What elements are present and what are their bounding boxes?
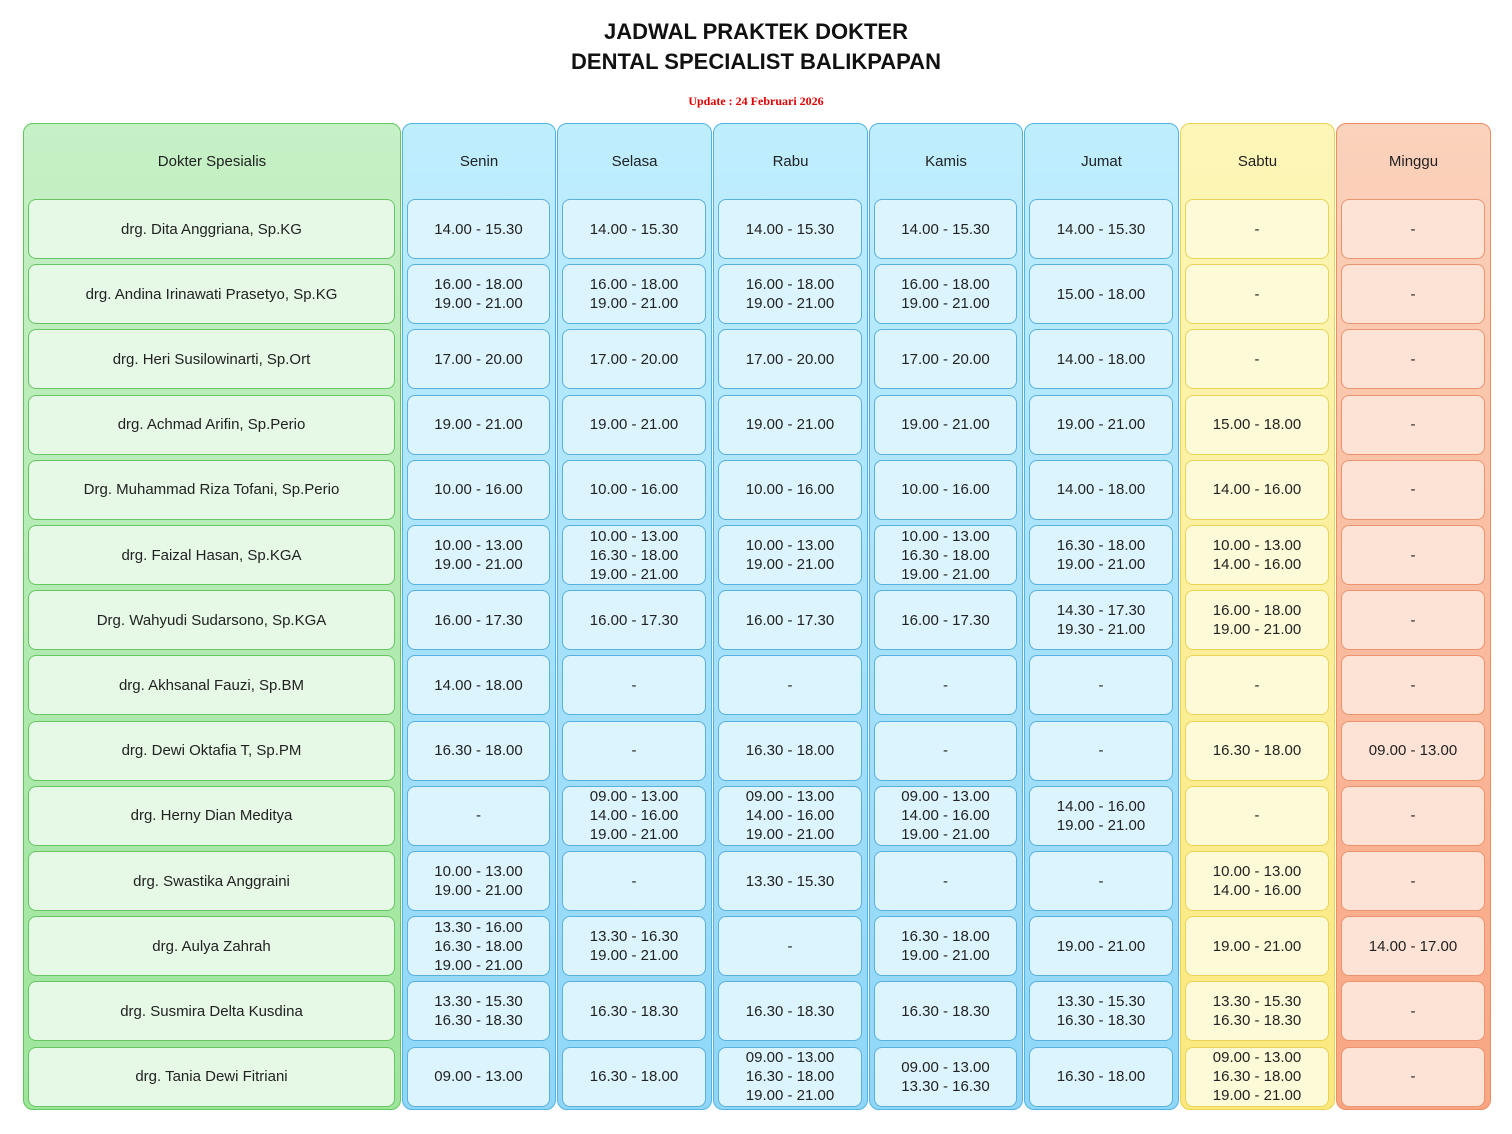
column-jumat: [1024, 123, 1179, 1110]
time-slot: -: [1410, 1068, 1416, 1086]
time-slot: 19.00 - 21.00: [589, 416, 679, 434]
schedule-cell-selasa: [562, 525, 706, 585]
time-slot: 19.00 - 21.00: [1056, 416, 1146, 434]
time-slot: 14.00 - 16.00: [901, 807, 990, 825]
time-slot: 14.00 - 18.00: [434, 676, 523, 694]
doctor-name: drg. Dewi Oktafia T, Sp.PM: [121, 742, 302, 760]
time-slot: 19.00 - 21.00: [745, 295, 835, 313]
schedule-cell-senin: [407, 590, 550, 650]
schedule-cell-selasa: [562, 590, 706, 650]
time-slot: 09.00 - 13.00: [589, 788, 679, 806]
schedule-cell-kamis: [874, 264, 1017, 324]
schedule-cell-sabtu: [1185, 655, 1329, 715]
time-slot: 19.00 - 21.00: [1056, 556, 1146, 573]
time-slot: 19.00 - 21.00: [745, 1087, 835, 1105]
schedule-cell-jumat: [1029, 786, 1173, 846]
schedule-cell-selasa: [562, 916, 706, 976]
column-header-jumat: Jumat: [1081, 152, 1122, 170]
schedule-cell-rabu: [718, 916, 862, 976]
time-slot: 19.00 - 21.00: [1212, 621, 1302, 639]
time-slot: 09.00 - 13.00: [1212, 1049, 1302, 1067]
doctor-name: drg. Akhsanal Fauzi, Sp.BM: [118, 676, 305, 694]
time-slot: -: [631, 742, 637, 760]
time-slot: 19.00 - 21.00: [745, 556, 835, 573]
time-slot: 16.30 - 18.30: [745, 1002, 835, 1020]
schedule-cell-minggu: [1341, 590, 1485, 650]
page-subtitle: DENTAL SPECIALIST BALIKPAPAN: [571, 49, 941, 74]
update-date: Update : 24 Februari 2026: [688, 94, 824, 108]
column-header-sabtu: Sabtu: [1237, 152, 1278, 170]
schedule-cell-rabu: [718, 264, 862, 324]
time-slot: 16.00 - 18.00: [745, 276, 835, 294]
schedule-cell-sabtu: [1185, 1047, 1329, 1107]
time-slot: 16.30 - 18.00: [434, 742, 523, 760]
schedule-cell-kamis: [874, 721, 1017, 781]
time-slot: 09.00 - 13.00: [745, 1049, 835, 1067]
time-slot: -: [631, 872, 637, 890]
time-slot: 13.30 - 15.30: [1056, 993, 1146, 1011]
schedule-cell-selasa: [562, 655, 706, 715]
time-slot: 19.00 - 21.00: [434, 556, 523, 573]
schedule-cell-minggu: [1341, 916, 1485, 976]
doctor-name: drg. Aulya Zahrah: [152, 937, 271, 955]
column-header-dokter-spesialis: Dokter Spesialis: [157, 152, 267, 170]
schedule-cell-sabtu: [1185, 525, 1329, 585]
column-selasa: [557, 123, 712, 1110]
time-slot: -: [1410, 481, 1416, 499]
schedule-cell-jumat: [1029, 525, 1173, 585]
time-slot: 10.00 - 16.00: [745, 481, 835, 499]
time-slot: -: [1098, 872, 1104, 890]
time-slot: 09.00 - 13.00: [901, 1058, 990, 1076]
schedule-cell-senin: [407, 721, 550, 781]
schedule-cell-senin: [407, 851, 550, 911]
schedule-cell-rabu: [718, 329, 862, 389]
time-slot: 19.30 - 21.00: [1056, 621, 1146, 639]
schedule-cell-selasa: [562, 981, 706, 1041]
time-slot: 16.30 - 18.00: [1212, 742, 1302, 760]
time-slot: 09.00 - 13.00: [901, 788, 990, 806]
time-slot: 16.30 - 18.00: [745, 1068, 835, 1086]
doctor-name: Drg. Wahyudi Sudarsono, Sp.KGA: [96, 611, 327, 629]
column-minggu: [1336, 123, 1491, 1110]
time-slot: 19.00 - 21.00: [1056, 816, 1146, 834]
time-slot: 14.00 - 16.00: [589, 807, 679, 825]
time-slot: -: [1098, 742, 1104, 760]
schedule-cell-senin: [407, 329, 550, 389]
time-slot: -: [1410, 676, 1416, 694]
doctor-name-cell: [28, 460, 395, 520]
time-slot: 14.00 - 16.00: [745, 807, 835, 825]
doctor-name: drg. Susmira Delta Kusdina: [120, 1002, 303, 1020]
doctor-name-cell: [28, 786, 395, 846]
schedule-cell-kamis: [874, 981, 1017, 1041]
schedule-cell-senin: [407, 1047, 550, 1107]
time-slot: 14.00 - 18.00: [1056, 350, 1146, 368]
time-slot: -: [1410, 416, 1416, 434]
doctor-name-cell: [28, 199, 395, 259]
time-slot: 19.00 - 21.00: [1056, 937, 1146, 955]
time-slot: -: [787, 676, 793, 694]
time-slot: 10.00 - 13.00: [745, 537, 835, 554]
time-slot: 19.00 - 21.00: [589, 826, 679, 844]
time-slot: 16.00 - 17.30: [901, 611, 990, 629]
time-slot: 14.00 - 16.00: [1212, 882, 1302, 899]
time-slot: 14.00 - 15.30: [901, 220, 990, 238]
time-slot: -: [943, 676, 948, 694]
time-slot: -: [1410, 285, 1416, 303]
time-slot: -: [1410, 807, 1416, 825]
time-slot: 19.00 - 21.00: [1212, 937, 1302, 955]
schedule-cell-kamis: [874, 199, 1017, 259]
schedule-cell-jumat: [1029, 851, 1173, 911]
time-slot: 16.00 - 18.00: [589, 276, 679, 294]
time-slot: 16.30 - 18.30: [901, 1002, 990, 1020]
time-slot: 19.00 - 21.00: [434, 295, 523, 313]
time-slot: -: [1410, 220, 1416, 238]
time-slot: 19.00 - 21.00: [901, 565, 990, 583]
doctor-name: drg. Dita Anggriana, Sp.KG: [121, 220, 302, 238]
time-slot: 13.30 - 15.30: [1212, 993, 1302, 1011]
schedule-cell-minggu: [1341, 329, 1485, 389]
time-slot: 16.00 - 17.30: [434, 611, 523, 629]
schedule-cell-sabtu: [1185, 199, 1329, 259]
time-slot: 10.00 - 13.00: [901, 527, 990, 545]
time-slot: 19.00 - 21.00: [589, 565, 679, 583]
page-title: JADWAL PRAKTEK DOKTER: [604, 19, 908, 44]
schedule-cell-jumat: [1029, 1047, 1173, 1107]
schedule-cell-rabu: [718, 721, 862, 781]
doctor-name-cell: [28, 916, 395, 976]
time-slot: -: [631, 676, 637, 694]
doctor-name: drg. Herny Dian Meditya: [130, 807, 293, 825]
time-slot: -: [943, 742, 948, 760]
schedule-cell-minggu: [1341, 264, 1485, 324]
time-slot: 16.30 - 18.00: [589, 1068, 679, 1086]
time-slot: 14.00 - 16.00: [1056, 797, 1146, 815]
schedule-cell-kamis: [874, 590, 1017, 650]
time-slot: 13.30 - 16.30: [901, 1077, 990, 1095]
schedule-cell-senin: [407, 395, 550, 455]
schedule-cell-jumat: [1029, 981, 1173, 1041]
time-slot: 13.30 - 15.30: [434, 993, 523, 1011]
time-slot: 10.00 - 13.00: [1212, 863, 1302, 880]
schedule-cell-sabtu: [1185, 786, 1329, 846]
time-slot: 16.30 - 18.00: [745, 742, 835, 760]
time-slot: 19.00 - 21.00: [434, 882, 523, 899]
time-slot: -: [476, 807, 481, 825]
schedule-cell-minggu: [1341, 395, 1485, 455]
time-slot: 16.30 - 18.30: [589, 1002, 679, 1020]
doctor-name-cell: [28, 590, 395, 650]
doctor-name-cell: [28, 1047, 395, 1107]
doctor-name: drg. Tania Dewi Fitriani: [135, 1068, 288, 1086]
doctor-name: Drg. Muhammad Riza Tofani, Sp.Perio: [83, 481, 340, 499]
schedule-cell-rabu: [718, 525, 862, 585]
schedule-cell-jumat: [1029, 395, 1173, 455]
schedule-cell-kamis: [874, 786, 1017, 846]
schedule-cell-selasa: [562, 851, 706, 911]
column-sabtu: [1180, 123, 1335, 1110]
schedule-cell-selasa: [562, 395, 706, 455]
schedule-cell-sabtu: [1185, 916, 1329, 976]
schedule-cell-jumat: [1029, 264, 1173, 324]
time-slot: 10.00 - 13.00: [434, 863, 523, 880]
time-slot: -: [787, 937, 793, 955]
time-slot: 09.00 - 13.00: [745, 788, 835, 806]
time-slot: 09.00 - 13.00: [1368, 742, 1458, 760]
time-slot: 10.00 - 13.00: [589, 527, 679, 545]
schedule-cell-minggu: [1341, 851, 1485, 911]
schedule-cell-sabtu: [1185, 590, 1329, 650]
column-header-minggu: Minggu: [1388, 152, 1439, 170]
time-slot: 17.00 - 20.00: [901, 350, 990, 368]
time-slot: 16.30 - 18.00: [901, 928, 990, 946]
time-slot: 16.30 - 18.00: [1056, 537, 1146, 554]
time-slot: 10.00 - 13.00: [434, 537, 523, 554]
time-slot: 17.00 - 20.00: [434, 350, 523, 368]
schedule-cell-minggu: [1341, 460, 1485, 520]
schedule-cell-minggu: [1341, 721, 1485, 781]
column-kamis: [869, 123, 1023, 1110]
column-header-senin: Senin: [459, 152, 499, 170]
time-slot: 16.30 - 18.00: [434, 937, 523, 955]
doctor-name-cell: [28, 329, 395, 389]
time-slot: 14.00 - 15.30: [745, 220, 835, 238]
time-slot: 10.00 - 16.00: [901, 481, 990, 499]
schedule-cell-selasa: [562, 264, 706, 324]
doctor-name-cell: [28, 395, 395, 455]
schedule-cell-rabu: [718, 460, 862, 520]
schedule-cell-jumat: [1029, 460, 1173, 520]
time-slot: 19.00 - 21.00: [434, 956, 523, 974]
time-slot: 14.00 - 15.30: [589, 220, 679, 238]
doctor-name-cell: [28, 851, 395, 911]
time-slot: 16.00 - 17.30: [745, 611, 835, 629]
schedule-cell-rabu: [718, 981, 862, 1041]
schedule-cell-sabtu: [1185, 721, 1329, 781]
time-slot: 14.00 - 16.00: [1212, 481, 1302, 499]
time-slot: 16.00 - 18.00: [901, 276, 990, 294]
schedule-cell-rabu: [718, 1047, 862, 1107]
doctor-name-cell: [28, 981, 395, 1041]
schedule-cell-selasa: [562, 199, 706, 259]
time-slot: 14.00 - 15.30: [1056, 220, 1146, 238]
doctor-name-cell: [28, 721, 395, 781]
time-slot: -: [1410, 350, 1416, 368]
column-header-selasa: Selasa: [611, 152, 658, 170]
schedule-cell-kamis: [874, 329, 1017, 389]
schedule-cell-kamis: [874, 1047, 1017, 1107]
schedule-cell-jumat: [1029, 590, 1173, 650]
time-slot: 16.30 - 18.30: [434, 1012, 523, 1030]
schedule-cell-sabtu: [1185, 460, 1329, 520]
time-slot: 19.00 - 21.00: [901, 947, 990, 965]
schedule-cell-rabu: [718, 590, 862, 650]
time-slot: 19.00 - 21.00: [901, 416, 990, 434]
schedule-cell-senin: [407, 199, 550, 259]
schedule-cell-senin: [407, 655, 550, 715]
doctor-name: drg. Faizal Hasan, Sp.KGA: [121, 546, 302, 564]
schedule-cell-sabtu: [1185, 981, 1329, 1041]
time-slot: 13.30 - 16.30: [589, 928, 679, 946]
schedule-cell-kamis: [874, 460, 1017, 520]
time-slot: 16.30 - 18.00: [1212, 1068, 1302, 1086]
schedule-cell-kamis: [874, 525, 1017, 585]
time-slot: 16.30 - 18.00: [1056, 1068, 1146, 1086]
doctor-name: drg. Swastika Anggraini: [133, 872, 290, 890]
schedule-cell-kamis: [874, 851, 1017, 911]
time-slot: 16.30 - 18.30: [1212, 1012, 1302, 1030]
time-slot: 16.00 - 17.30: [589, 611, 679, 629]
schedule-cell-sabtu: [1185, 264, 1329, 324]
time-slot: 17.00 - 20.00: [589, 350, 679, 368]
time-slot: 10.00 - 16.00: [589, 481, 679, 499]
time-slot: 19.00 - 21.00: [589, 947, 679, 965]
column-senin: [402, 123, 556, 1110]
schedule-cell-rabu: [718, 199, 862, 259]
schedule-cell-minggu: [1341, 786, 1485, 846]
time-slot: 14.00 - 15.30: [434, 220, 523, 238]
time-slot: 15.00 - 18.00: [1212, 416, 1302, 434]
time-slot: -: [1410, 546, 1416, 564]
doctor-name: drg. Achmad Arifin, Sp.Perio: [117, 416, 306, 434]
schedule-cell-minggu: [1341, 199, 1485, 259]
time-slot: 19.00 - 21.00: [745, 826, 835, 844]
schedule-cell-senin: [407, 264, 550, 324]
schedule-cell-jumat: [1029, 916, 1173, 976]
doctor-name-cell: [28, 264, 395, 324]
time-slot: 17.00 - 20.00: [745, 350, 835, 368]
time-slot: 16.30 - 18.00: [589, 546, 679, 564]
time-slot: 19.00 - 21.00: [901, 826, 990, 844]
time-slot: -: [1098, 676, 1104, 694]
time-slot: -: [1254, 285, 1260, 303]
schedule-cell-selasa: [562, 329, 706, 389]
schedule-cell-rabu: [718, 786, 862, 846]
time-slot: -: [1410, 872, 1416, 890]
column-header-kamis: Kamis: [925, 152, 967, 170]
schedule-cell-selasa: [562, 721, 706, 781]
schedule-cell-sabtu: [1185, 329, 1329, 389]
time-slot: 14.30 - 17.30: [1056, 602, 1146, 620]
schedule-cell-kamis: [874, 655, 1017, 715]
time-slot: 19.00 - 21.00: [901, 295, 990, 313]
doctor-name-cell: [28, 655, 395, 715]
time-slot: 16.00 - 18.00: [434, 276, 523, 294]
schedule-cell-minggu: [1341, 981, 1485, 1041]
schedule-cell-jumat: [1029, 655, 1173, 715]
time-slot: -: [1254, 350, 1260, 368]
schedule-cell-sabtu: [1185, 851, 1329, 911]
time-slot: 13.30 - 15.30: [745, 872, 835, 890]
schedule-cell-senin: [407, 981, 550, 1041]
schedule-cell-selasa: [562, 1047, 706, 1107]
time-slot: 16.30 - 18.00: [901, 546, 990, 564]
column-rabu: [713, 123, 868, 1110]
time-slot: 15.00 - 18.00: [1056, 285, 1146, 303]
schedule-cell-senin: [407, 525, 550, 585]
schedule-cell-jumat: [1029, 721, 1173, 781]
doctor-name: drg. Andina Irinawati Prasetyo, Sp.KG: [85, 285, 338, 303]
schedule-cell-rabu: [718, 395, 862, 455]
column-dokter-spesialis: [23, 123, 401, 1110]
time-slot: -: [943, 872, 948, 890]
schedule-cell-kamis: [874, 916, 1017, 976]
schedule-cell-selasa: [562, 786, 706, 846]
schedule-cell-senin: [407, 786, 550, 846]
time-slot: -: [1254, 676, 1260, 694]
time-slot: 10.00 - 16.00: [434, 481, 523, 499]
time-slot: 10.00 - 13.00: [1212, 537, 1302, 554]
doctor-name: drg. Heri Susilowinarti, Sp.Ort: [112, 350, 311, 368]
time-slot: 14.00 - 17.00: [1368, 937, 1458, 955]
time-slot: 19.00 - 21.00: [589, 295, 679, 313]
schedule-cell-minggu: [1341, 655, 1485, 715]
time-slot: 16.00 - 18.00: [1212, 602, 1302, 620]
schedule-cell-minggu: [1341, 525, 1485, 585]
time-slot: 13.30 - 16.00: [434, 918, 523, 936]
doctor-name-cell: [28, 525, 395, 585]
time-slot: -: [1410, 1002, 1416, 1020]
time-slot: 14.00 - 16.00: [1212, 556, 1302, 573]
time-slot: 16.30 - 18.30: [1056, 1012, 1146, 1030]
schedule-cell-rabu: [718, 851, 862, 911]
time-slot: -: [1410, 611, 1416, 629]
column-header-rabu: Rabu: [772, 152, 809, 170]
time-slot: 09.00 - 13.00: [434, 1068, 523, 1086]
time-slot: -: [1254, 807, 1260, 825]
schedule-cell-sabtu: [1185, 395, 1329, 455]
time-slot: -: [1254, 220, 1260, 238]
schedule-cell-kamis: [874, 395, 1017, 455]
time-slot: 19.00 - 21.00: [1212, 1087, 1302, 1105]
schedule-cell-rabu: [718, 655, 862, 715]
time-slot: 19.00 - 21.00: [434, 416, 523, 434]
schedule-cell-selasa: [562, 460, 706, 520]
time-slot: 19.00 - 21.00: [745, 416, 835, 434]
schedule-cell-jumat: [1029, 329, 1173, 389]
schedule-cell-senin: [407, 460, 550, 520]
schedule-cell-jumat: [1029, 199, 1173, 259]
schedule-cell-senin: [407, 916, 550, 976]
time-slot: 14.00 - 18.00: [1056, 481, 1146, 499]
schedule-cell-minggu: [1341, 1047, 1485, 1107]
